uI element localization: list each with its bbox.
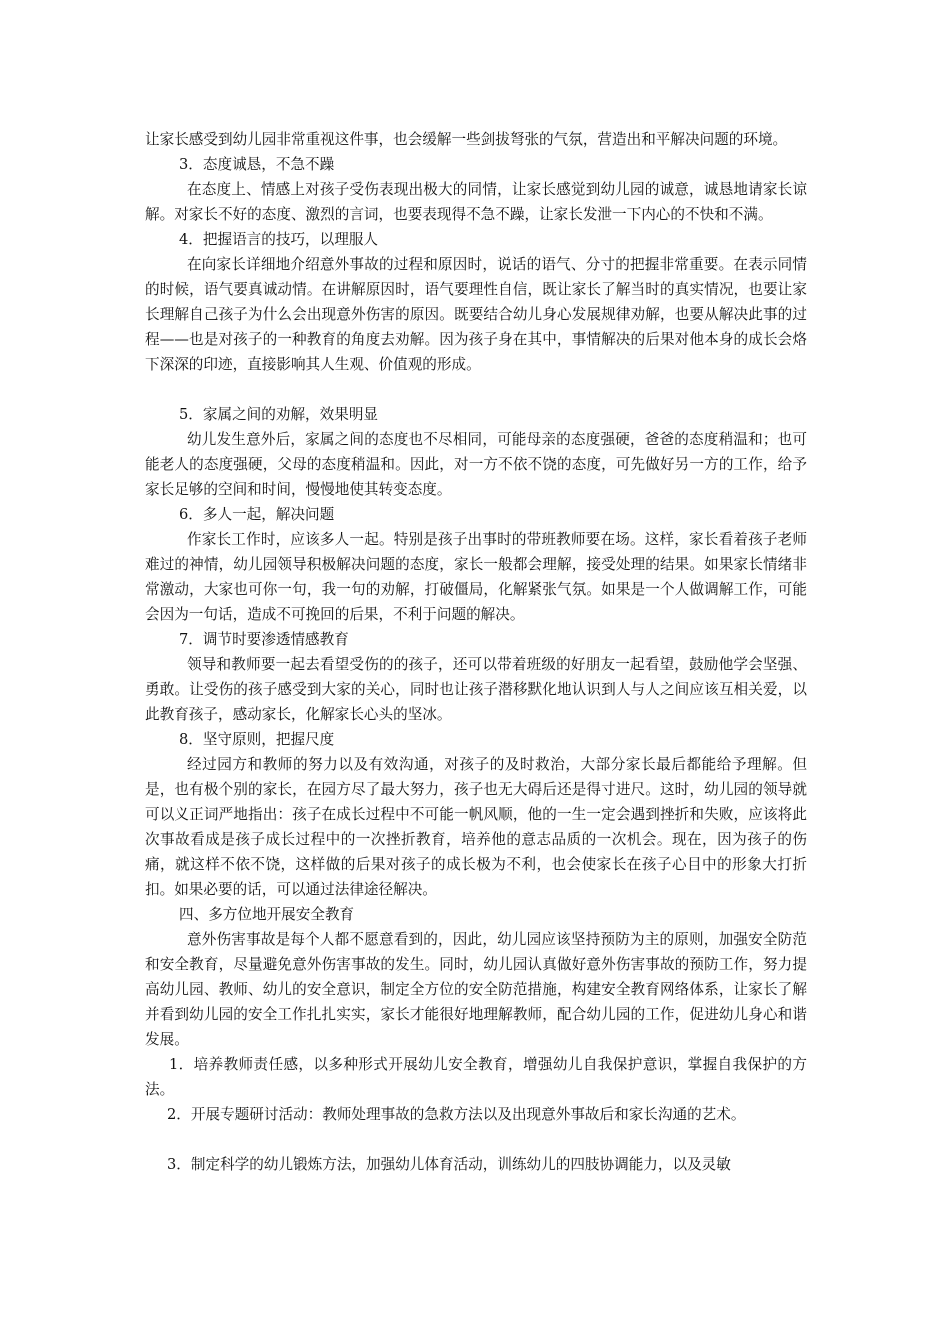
section-heading: 4．把握语言的技巧，以理服人 — [179, 231, 379, 248]
paragraph: 让家长感受到幼儿园非常重视这件事，也会缓解一些剑拔弩张的气氛，营造出和平解决问题的环境。 — [145, 131, 788, 148]
paragraph: 幼儿发生意外后，家属之间的态度也不尽相同，可能母亲的态度强硬，爸爸的态度稍温和；也可能老人的态度强硬，父母的态度稍温和。因此，对一方不依不饶的态度，可先做好另一方的工作，给予家长足够的空间和时间，慢慢地使其转变态度。 — [145, 431, 807, 498]
paragraph: 作家长工作时，应该多人一起。特别是孩子出事时的带班教师要在场。这样，家长看着孩子老师难过的神情，幼儿园领导积极解决问题的态度，家长一般都会理解，接受处理的结果。如果家长情绪非常激动，大家也可你一句，我一句的劝解，打破僵局，化解紧张气氛。如果是一个人做调解工作，可能会因为一句话，造成不可挽回的后果，不利于问题的解决。 — [145, 531, 807, 623]
section-heading: 5．家属之间的劝解，效果明显 — [179, 406, 379, 423]
document-body — [145, 127, 807, 1177]
blank-line — [145, 1127, 807, 1152]
paragraph: 意外伤害事故是每个人都不愿意看到的，因此，幼儿园应该坚持预防为主的原则，加强安全防范和安全教育，尽量避免意外伤害事故的发生。同时，幼儿园认真做好意外伤害事故的预防工作，努力提高幼儿园、教师、幼儿的安全意识，制定全方位的安全防范措施，构建安全教育网络体系，让家长了解并看到幼儿园的安全工作扎扎实实，家长才能很好地理解教师，配合幼儿园的工作，促进幼儿身心和谐发展。 — [145, 931, 807, 1048]
paragraph: 经过园方和教师的努力以及有效沟通，对孩子的及时救治，大部分家长最后都能给予理解。但是，也有极个别的家长，在园方尽了最大努力，孩子也无大碍后还是得寸进尺。这时，幼儿园的领导就可以义正词严地指出：孩子在成长过程中不可能一帆风顺，他的一生一定会遇到挫折和失败，应该将此次事故看成是孩子成长过程中的一次挫折教育，培养他的意志品质的一次机会。现在，因为孩子的伤痛，就这样不依不饶，这样做的后果对孩子的成长极为不利，也会使家长在孩子心目中的形象大打折扣。如果必要的话，可以通过法律途径解决。 — [145, 756, 807, 898]
section-heading: 8．坚守原则，把握尺度 — [179, 731, 335, 748]
chapter-heading: 四、多方位地开展安全教育 — [179, 906, 355, 923]
section-heading: 3．态度诚恳，不急不躁 — [179, 156, 335, 173]
paragraph: 在向家长详细地介绍意外事故的过程和原因时，说话的语气、分寸的把握非常重要。在表示同情的时候，语气要真诚动情。在讲解原因时，语气要理性自信，既让家长了解当时的真实情况，也要让家长理解自己孩子为什么会出现意外伤害的原因。既要结合幼儿身心发展规律劝解，也要从解决此事的过程——也是对孩子的一种教育的角度去劝解。因为孩子身在其中，事情解决的后果对他本身的成长会烙下深深的印迹，直接影响其人生观、价值观的形成。 — [145, 256, 807, 373]
paragraph: 在态度上、情感上对孩子受伤表现出极大的同情，让家长感觉到幼儿园的诚意，诚恳地请家长谅解。对家长不好的态度、激烈的言词，也要表现得不急不躁，让家长发泄一下内心的不快和不满。 — [145, 181, 807, 223]
section-heading: 7．调节时要渗透情感教育 — [179, 631, 349, 648]
section-heading: 6．多人一起，解决问题 — [179, 506, 335, 523]
paragraph: 领导和教师要一起去看望受伤的的孩子，还可以带着班级的好朋友一起看望，鼓励他学会坚强、勇敢。让受伤的孩子感受到大家的关心，同时也让孩子潜移默化地认识到人与人之间应该互相关爱，以此教育孩子，感动家长，化解家长心头的坚冰。 — [145, 656, 807, 723]
list-item: 3．制定科学的幼儿锻炼方法，加强幼儿体育活动，训练幼儿的四肢协调能力，以及灵敏 — [167, 1156, 731, 1173]
blank-line — [145, 377, 807, 402]
list-item: 1．培养教师责任感，以多种形式开展幼儿安全教育，增强幼儿自我保护意识，掌握自我保护的方法。 — [145, 1056, 807, 1098]
list-item: 2．开展专题研讨活动：教师处理事故的急救方法以及出现意外事故后和家长沟通的艺术。 — [167, 1106, 746, 1123]
